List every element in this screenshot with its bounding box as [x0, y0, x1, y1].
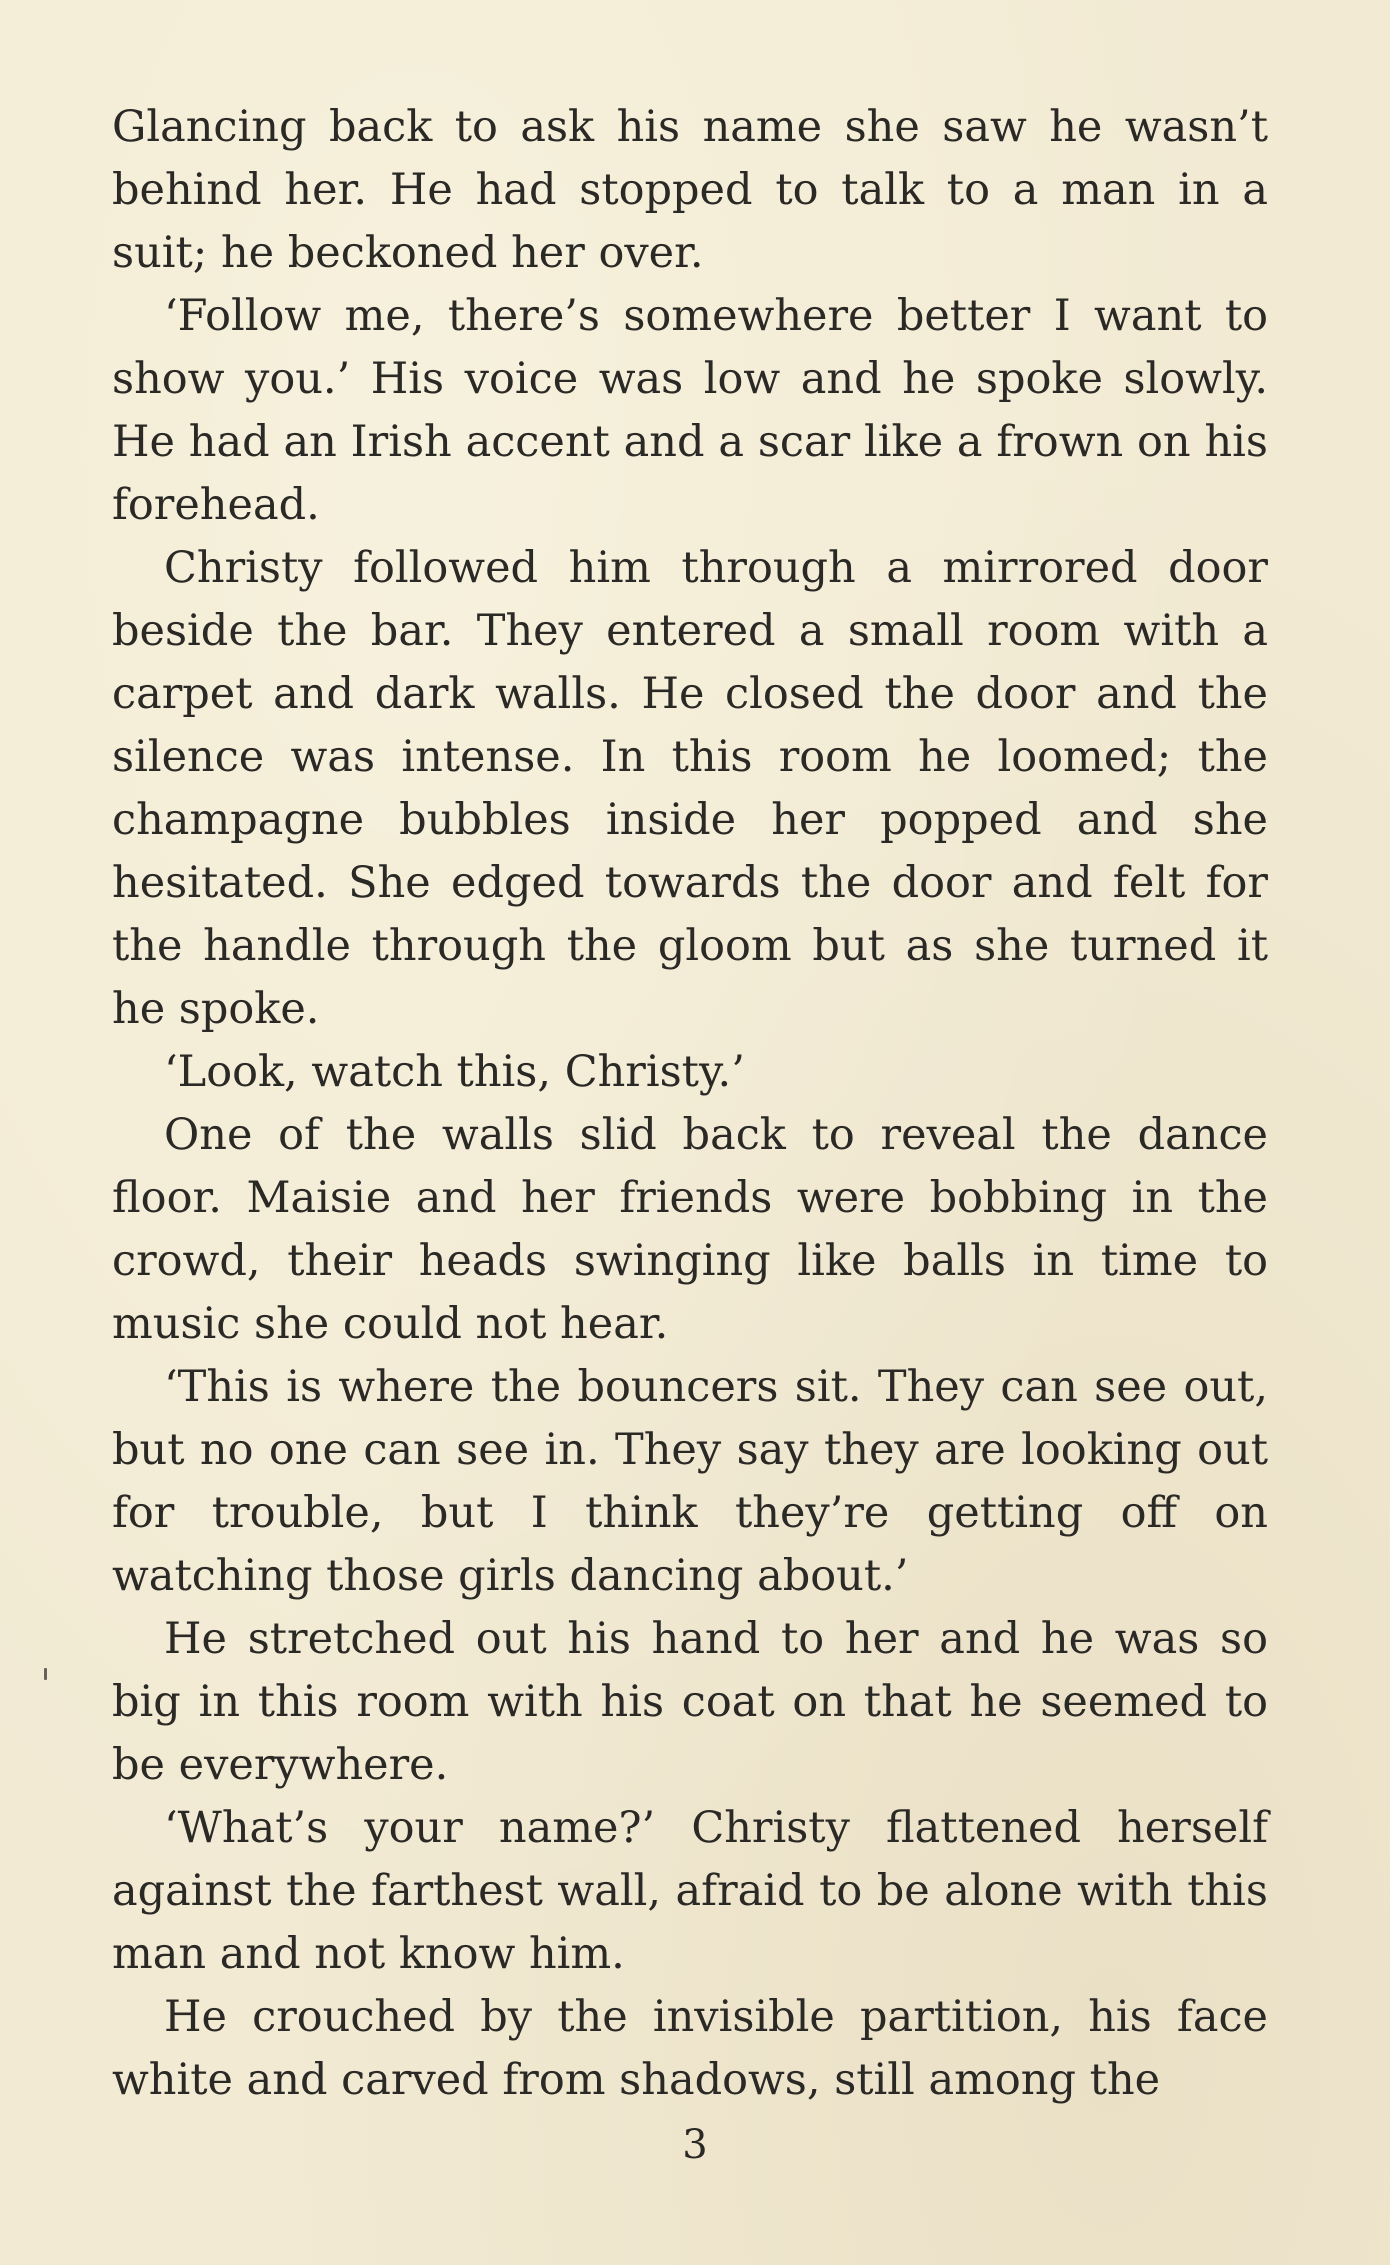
paragraph-3: Christy followed him through a mirrored door beside the bar. They entered a small room with a carpet and dark walls. He closed the door and the silence was intense. In this room he loomed; the champagne bubbles inside her popped and she hesitated. She edged towards the door and felt for the handle through the gloom but as she turned it he spoke. [112, 543, 1268, 1034]
paragraph-8: ‘What’s your name?’ Christy flattened herself against the farthest wall, afraid to be alone with this man and not know him. [112, 1803, 1268, 1979]
paragraph-6: ‘This is where the bouncers sit. They can see out, but no one can see in. They say they are looking out for trouble, but I think they’re getting off on watching those girls dancing about.’ [112, 1362, 1268, 1601]
body-text [112, 96, 1268, 2112]
paragraph-7: He stretched out his hand to her and he was so big in this room with his coat on that he seemed to be everywhere. [112, 1614, 1268, 1790]
paragraph-5: One of the walls slid back to reveal the dance floor. Maisie and her friends were bobbing in the crowd, their heads swinging like balls in time to music she could not hear. [112, 1110, 1268, 1349]
margin-mark [44, 1668, 47, 1680]
page-number: 3 [682, 2122, 708, 2168]
paragraph-9: He crouched by the invisible partition, his face white and carved from shadows, still among the [112, 1992, 1268, 2105]
paragraph-1: Glancing back to ask his name she saw he wasn’t behind her. He had stopped to talk to a man in a suit; he beckoned her over. [112, 102, 1268, 278]
paragraph-4: ‘Look, watch this, Christy.’ [164, 1047, 745, 1097]
paragraph-2: ‘Follow me, there’s somewhere better I want to show you.’ His voice was low and he spoke slowly. He had an Irish accent and a scar like a frown on his forehead. [112, 291, 1268, 530]
